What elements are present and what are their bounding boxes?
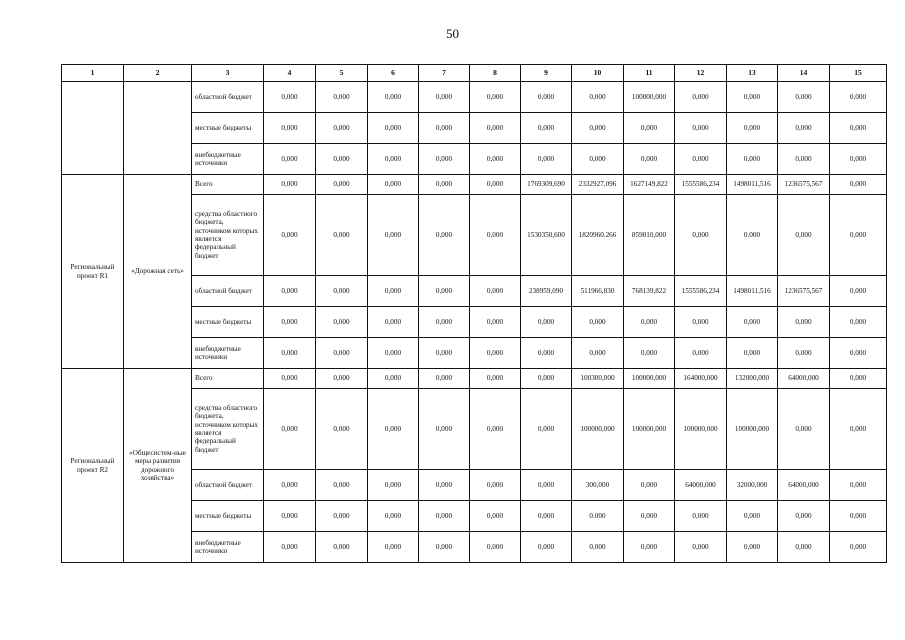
budget-table — [61, 64, 887, 563]
table-cell-source: местные бюджеты — [192, 307, 264, 338]
table-cell-value: 0,000 — [264, 175, 316, 195]
table-cell-value: 0,000 — [470, 144, 521, 175]
table-cell-value: 0,000 — [830, 532, 887, 563]
table-cell-source: областной бюджет — [192, 470, 264, 501]
table-cell-value: 0,000 — [727, 338, 778, 369]
table-cell-value: 0,000 — [419, 144, 470, 175]
table-cell-value: 0,000 — [521, 389, 572, 470]
table-cell-source: местные бюджеты — [192, 113, 264, 144]
table-cell-value: 300,000 — [572, 470, 624, 501]
table-cell-value: 0,000 — [778, 82, 830, 113]
table-cell-value: 0,000 — [264, 113, 316, 144]
table-cell-value: 0,000 — [316, 389, 368, 470]
table-cell-value: 0,000 — [778, 532, 830, 563]
column-header: 11 — [624, 65, 675, 82]
table-cell-value: 0,000 — [521, 470, 572, 501]
table-cell-value: 0,000 — [470, 307, 521, 338]
table-cell-project — [62, 82, 124, 175]
table-cell-value: 0,000 — [316, 470, 368, 501]
table-cell-value: 0,000 — [368, 144, 419, 175]
table-cell-value: 0,000 — [264, 369, 316, 389]
table-cell-value: 0,000 — [368, 470, 419, 501]
column-header: 15 — [830, 65, 887, 82]
table-cell-value: 0,000 — [419, 307, 470, 338]
table-cell-value: 1820960.266 — [572, 195, 624, 276]
table-cell-value: 0,000 — [470, 195, 521, 276]
table-cell-value: 1498011,516 — [727, 276, 778, 307]
table-cell-value: 0,000 — [778, 501, 830, 532]
table-cell-value: 32000,000 — [727, 470, 778, 501]
table-cell-value: 0,000 — [675, 82, 727, 113]
table-cell-value: 1555586,234 — [675, 175, 727, 195]
table-cell-value: 0,000 — [470, 501, 521, 532]
table-cell-value: 64000,000 — [675, 470, 727, 501]
table-cell-value: 0,000 — [316, 175, 368, 195]
table-cell-value: 1530350,600 — [521, 195, 572, 276]
table-cell-value: 0,000 — [316, 369, 368, 389]
table-cell-value: 0,000 — [624, 470, 675, 501]
table-cell-value: 0,000 — [572, 532, 624, 563]
table-cell-value: 0,000 — [830, 501, 887, 532]
table-cell-value: 0,000 — [521, 144, 572, 175]
table-cell-value: 0,000 — [830, 276, 887, 307]
table-cell-value: 0,000 — [419, 82, 470, 113]
table-cell-source: областной бюджет — [192, 82, 264, 113]
column-header: 13 — [727, 65, 778, 82]
table-cell-value: 0,000 — [675, 532, 727, 563]
table-cell-value: 0,000 — [470, 532, 521, 563]
table-cell-value: 100000,000 — [572, 389, 624, 470]
table-cell-value: 0,000 — [830, 369, 887, 389]
table-cell-value: 0,000 — [624, 307, 675, 338]
table-cell-value: 0,000 — [470, 369, 521, 389]
table-cell-value: 511966,830 — [572, 276, 624, 307]
table-cell-value: 0,000 — [368, 195, 419, 276]
table-cell-value: 0,000 — [675, 338, 727, 369]
table-cell-value: 0,000 — [264, 501, 316, 532]
table-cell-value: 0,000 — [521, 307, 572, 338]
project-name: «Общесистем-ные меры развития дорожного хозяйства» — [124, 369, 192, 563]
table-cell-value: 0,000 — [316, 113, 368, 144]
table-cell-value: 132000,000 — [727, 369, 778, 389]
table-cell-value: 1769309,690 — [521, 175, 572, 195]
table-cell-value: 0,000 — [727, 144, 778, 175]
table-cell-value: 0,000 — [572, 338, 624, 369]
column-header: 6 — [368, 65, 419, 82]
table-cell-value: 0,000 — [521, 501, 572, 532]
table-cell-value: 64000,000 — [778, 470, 830, 501]
table-cell-value: 0,000 — [368, 501, 419, 532]
table-cell-value: 0,000 — [264, 470, 316, 501]
table-cell-value: 0,000 — [264, 307, 316, 338]
table-cell-value: 0,000 — [419, 195, 470, 276]
table-cell-value: 0,000 — [778, 307, 830, 338]
table-cell-value: 0,000 — [368, 175, 419, 195]
table-cell-value: 0,000 — [778, 338, 830, 369]
table-cell-value: 0,000 — [675, 113, 727, 144]
table-cell-value: 2332927,096 — [572, 175, 624, 195]
header-row — [62, 65, 887, 82]
table-cell-value: 0,000 — [368, 369, 419, 389]
table-cell-value: 0,000 — [470, 470, 521, 501]
table-cell-source: средства областного бюджета, источником которых является федеральный бюджет — [192, 389, 264, 470]
table-cell-value: 64000,000 — [778, 369, 830, 389]
table-cell-value: 0,000 — [419, 501, 470, 532]
table-cell-value: 0,000 — [675, 501, 727, 532]
table-cell-value: 0,000 — [778, 195, 830, 276]
table-cell-value: 0,000 — [264, 532, 316, 563]
table-cell-value: 238959,090 — [521, 276, 572, 307]
table-cell-value: 0,000 — [368, 276, 419, 307]
table-cell-value: 100000,000 — [624, 82, 675, 113]
table-cell-source: Всего — [192, 175, 264, 195]
table-cell-value: 0,000 — [830, 175, 887, 195]
table-cell-value: 0.000 — [727, 195, 778, 276]
table-cell-value: 0,000 — [778, 144, 830, 175]
column-header: 9 — [521, 65, 572, 82]
table-cell-value: 0,000 — [264, 82, 316, 113]
column-header: 8 — [470, 65, 521, 82]
table-cell-value: 1236575,567 — [778, 276, 830, 307]
table-cell-value: 0,000 — [470, 175, 521, 195]
table-cell-value: 0,000 — [624, 532, 675, 563]
table-cell-value: 1627149,822 — [624, 175, 675, 195]
table-cell-value: 0,000 — [727, 307, 778, 338]
table-cell-value: 100300,000 — [572, 369, 624, 389]
table-cell-value: 0,000 — [470, 338, 521, 369]
table-cell-value: 0,000 — [727, 501, 778, 532]
table-cell-value: 0,000 — [316, 532, 368, 563]
table-cell-value: 0,000 — [419, 389, 470, 470]
table-cell-value: 0,000 — [368, 389, 419, 470]
table-cell-value: 0,000 — [830, 307, 887, 338]
table-cell-value: 0,000 — [316, 501, 368, 532]
table-cell-source: Всего — [192, 369, 264, 389]
table-cell-value: 0,000 — [521, 82, 572, 113]
table-cell-value: 0,000 — [470, 389, 521, 470]
table-cell-source: внебюджетные источники — [192, 532, 264, 563]
column-header: 12 — [675, 65, 727, 82]
table-cell-value: 0,000 — [316, 195, 368, 276]
table-row — [62, 175, 887, 195]
table-cell-value: 0,000 — [316, 82, 368, 113]
table-cell-value: 1236575,567 — [778, 175, 830, 195]
table-cell-value: 1555586,234 — [675, 276, 727, 307]
table-cell-value: 0,000 — [624, 113, 675, 144]
table-cell-value: 0,000 — [624, 144, 675, 175]
table-cell-source: внебюджетные источники — [192, 144, 264, 175]
table-cell-value: 100000,000 — [675, 389, 727, 470]
table-cell-value: 0,000 — [830, 113, 887, 144]
table-cell-source: местные бюджеты — [192, 501, 264, 532]
table-cell-value: 0,000 — [830, 195, 887, 276]
column-header: 10 — [572, 65, 624, 82]
table-cell-value: 0,000 — [727, 113, 778, 144]
table-cell-value: 0,000 — [316, 276, 368, 307]
table-cell-value: 0,000 — [624, 501, 675, 532]
table-cell-value: 0,000 — [419, 175, 470, 195]
table-cell-value: 0,000 — [675, 144, 727, 175]
table-cell-value: 0,000 — [521, 338, 572, 369]
table-cell-value: 0,000 — [368, 113, 419, 144]
table-cell-value: 0,000 — [470, 276, 521, 307]
table-cell-value: 0,000 — [572, 307, 624, 338]
project-code: Региональный проект R1 — [62, 175, 124, 369]
column-header: 7 — [419, 65, 470, 82]
table-cell-value: 0,000 — [316, 144, 368, 175]
column-header: 4 — [264, 65, 316, 82]
column-header: 14 — [778, 65, 830, 82]
table-cell-value: 768139,822 — [624, 276, 675, 307]
table-cell-value: 0,000 — [419, 369, 470, 389]
column-header: 3 — [192, 65, 264, 82]
column-header: 2 — [124, 65, 192, 82]
table-cell-value: 0,000 — [419, 276, 470, 307]
table-cell-value: 0,000 — [316, 307, 368, 338]
table-cell-value: 0,000 — [264, 389, 316, 470]
table-cell-value: 0,000 — [316, 338, 368, 369]
table-cell-value: 0,000 — [470, 82, 521, 113]
table-cell-value: 0,000 — [830, 144, 887, 175]
table-cell-value: 0,000 — [264, 276, 316, 307]
table-cell-value: 0,000 — [419, 338, 470, 369]
table-cell-value: 0,000 — [830, 82, 887, 113]
table-cell-value: 0,000 — [675, 307, 727, 338]
table-cell-value: 164000,000 — [675, 369, 727, 389]
table-cell-value: 0,000 — [419, 532, 470, 563]
table-cell-value: 100000,000 — [624, 369, 675, 389]
table-cell-value: 100000,000 — [727, 389, 778, 470]
table-cell-value: 0,000 — [368, 307, 419, 338]
table-cell-value: 0,000 — [419, 113, 470, 144]
column-header: 1 — [62, 65, 124, 82]
table-cell-value: 0,000 — [264, 144, 316, 175]
table-cell-value: 0,000 — [778, 113, 830, 144]
table-row — [62, 369, 887, 389]
table-cell-source: средства областного бюджета, источником которых является федеральный бюджет — [192, 195, 264, 276]
table-cell-source: областной бюджет — [192, 276, 264, 307]
table-cell-value: 100000,000 — [624, 389, 675, 470]
table-cell-value: 0,000 — [778, 389, 830, 470]
table-cell-value: 0,000 — [727, 82, 778, 113]
table-cell-value: 0,000 — [521, 113, 572, 144]
page-number: 50 — [446, 26, 459, 41]
table-cell-value: 0,000 — [830, 338, 887, 369]
table-cell-value: 0,000 — [830, 470, 887, 501]
table-row — [62, 82, 887, 113]
table-cell-value: 0,000 — [470, 113, 521, 144]
table-cell-value: 0,000 — [419, 470, 470, 501]
table-cell-value: 0,000 — [572, 113, 624, 144]
project-name: «Дорожная сеть» — [124, 175, 192, 369]
table-cell-value: 859010,000 — [624, 195, 675, 276]
table-cell-value: 0,000 — [624, 338, 675, 369]
project-code: Региональный проект R2 — [62, 369, 124, 563]
table-cell-value: 0,000 — [368, 82, 419, 113]
table-cell-value: 0.000 — [572, 501, 624, 532]
table-cell-value: 1498011,516 — [727, 175, 778, 195]
table-cell-value: 0,000 — [368, 532, 419, 563]
table-cell-value: 0,000 — [727, 532, 778, 563]
table-cell-source: внебюджетные источники — [192, 338, 264, 369]
table-cell-value: 0,000 — [521, 532, 572, 563]
table-cell-value: 0,000 — [572, 82, 624, 113]
table-cell-value: 0,000 — [572, 144, 624, 175]
table-cell-value: 0,000 — [675, 195, 727, 276]
table-cell-value: 0,000 — [264, 338, 316, 369]
table-cell-value: 0,000 — [368, 338, 419, 369]
table-cell-value: 0,000 — [521, 369, 572, 389]
table-cell-name — [124, 82, 192, 175]
column-header: 5 — [316, 65, 368, 82]
table-cell-value: 0,000 — [264, 195, 316, 276]
table-cell-value: 0,000 — [830, 389, 887, 470]
